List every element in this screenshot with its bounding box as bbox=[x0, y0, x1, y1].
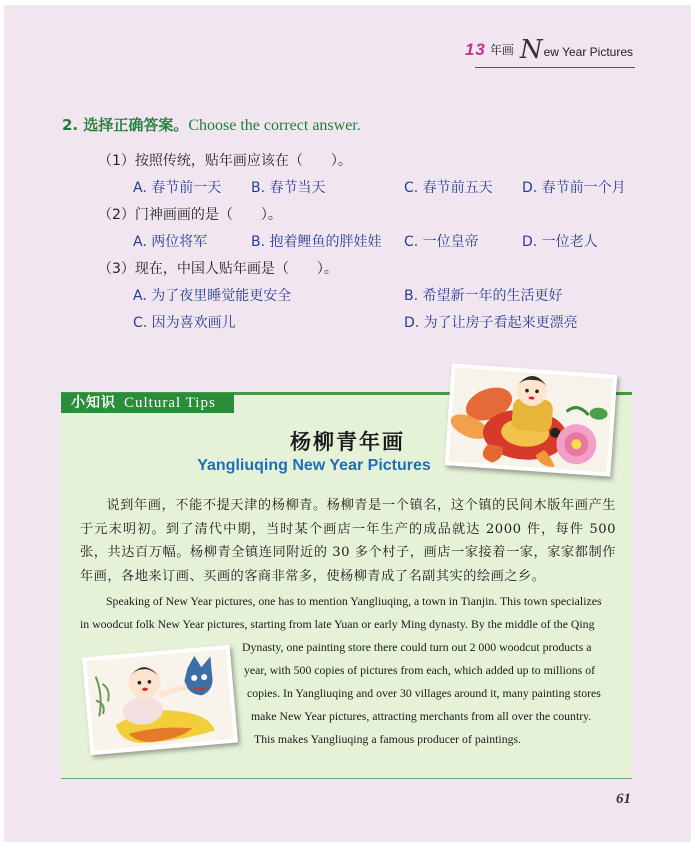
page-edge-right bbox=[691, 0, 695, 850]
child-with-mask-illustration bbox=[82, 645, 238, 756]
article-paragraph-zh: 说到年画，不能不提天津的杨柳青。杨柳青是一个镇名，这个镇的民间木版年画产生于元末明初。到了清代中期，当时某个画店一年生产的成品就达 2000 件，每件 500 张，共达百万幅。杨柳青全镇连同附近的 30 多个村子，画店一家接着一家，家家都制作年画，各地来订画、买画的客商非常多，使杨柳青成了名副其实的绘画之乡。 bbox=[80, 498, 616, 584]
question-3-option-a[interactable]: A. 为了夜里睡觉能更安全 bbox=[133, 288, 292, 304]
article-en-line-2: in woodcut folk New Year pictures, starting from late Yuan or early Ming dynasty. By the middle of the Qing bbox=[80, 617, 595, 631]
question-1-stem: （1）按照传统，贴年画应该在（ ）。 bbox=[98, 153, 352, 169]
question-1-option-a[interactable]: A. 春节前一天 bbox=[133, 180, 222, 196]
cultural-tips-label-en: Cultural Tips bbox=[124, 395, 216, 411]
child-with-mask-picture bbox=[82, 645, 238, 756]
cultural-tips-label-zh: 小知识 bbox=[71, 395, 116, 411]
exercise-title bbox=[62, 114, 361, 135]
question-2-stem: （2）门神画画的是（ ）。 bbox=[98, 207, 282, 223]
lesson-title-en: ew Year Pictures bbox=[543, 45, 633, 59]
page-edge-bottom bbox=[0, 842, 695, 850]
question-3-option-b[interactable]: B. 希望新一年的生活更好 bbox=[404, 288, 563, 304]
header-rule bbox=[475, 67, 635, 68]
question-1-option-c[interactable]: C. 春节前五天 bbox=[404, 180, 493, 196]
page-number: 61 bbox=[616, 791, 631, 807]
question-2-option-d[interactable]: D. 一位老人 bbox=[522, 234, 598, 250]
article-en-line-5: copies. In Yangliuqing and over 30 villages around it, many painting stores bbox=[247, 686, 601, 700]
exercise-title-zh: 2. 选择正确答案。 bbox=[62, 116, 189, 134]
cultural-tips-label bbox=[61, 393, 234, 413]
page-edge-top bbox=[0, 0, 695, 5]
article-title-en: Yangliuqing New Year Pictures bbox=[197, 457, 431, 474]
question-3-stem: （3）现在，中国人贴年画是（ ）。 bbox=[98, 261, 338, 277]
question-3-option-c[interactable]: C. 因为喜欢画儿 bbox=[133, 315, 236, 331]
question-3-option-d[interactable]: D. 为了让房子看起来更漂亮 bbox=[404, 315, 578, 331]
article-en-line-6: make New Year pictures, attracting merchants from all over the country. bbox=[251, 709, 592, 723]
question-1-option-d[interactable]: D. 春节前一个月 bbox=[522, 180, 626, 196]
question-2-option-a[interactable]: A. 两位将军 bbox=[133, 234, 208, 250]
question-2-option-c[interactable]: C. 一位皇帝 bbox=[404, 234, 479, 250]
running-header bbox=[464, 35, 633, 65]
question-2-option-b[interactable]: B. 抱着鲤鱼的胖娃娃 bbox=[251, 234, 382, 250]
page-edge-left bbox=[0, 0, 4, 850]
article-title-zh: 杨柳青年画 bbox=[290, 430, 405, 454]
question-1-option-b[interactable]: B. 春节当天 bbox=[251, 180, 326, 196]
article-en-line-7: This makes Yangliuqing a famous producer of paintings. bbox=[254, 732, 522, 746]
lesson-number: 13 bbox=[464, 40, 486, 59]
article-en-line-4: year, with 500 copies of pictures from each, which added up to millions of bbox=[244, 663, 596, 677]
lesson-title-initial: N bbox=[519, 35, 543, 65]
article-en-line-1: Speaking of New Year pictures, one has to mention Yangliuqing, a town in Tianjin. This town specializes bbox=[106, 594, 602, 608]
exercise-title-en: Choose the correct answer. bbox=[188, 117, 361, 134]
lesson-title-zh: 年画 bbox=[489, 43, 514, 57]
article-en-line-3: Dynasty, one painting store there could turn out 2 000 woodcut products a bbox=[242, 640, 592, 654]
